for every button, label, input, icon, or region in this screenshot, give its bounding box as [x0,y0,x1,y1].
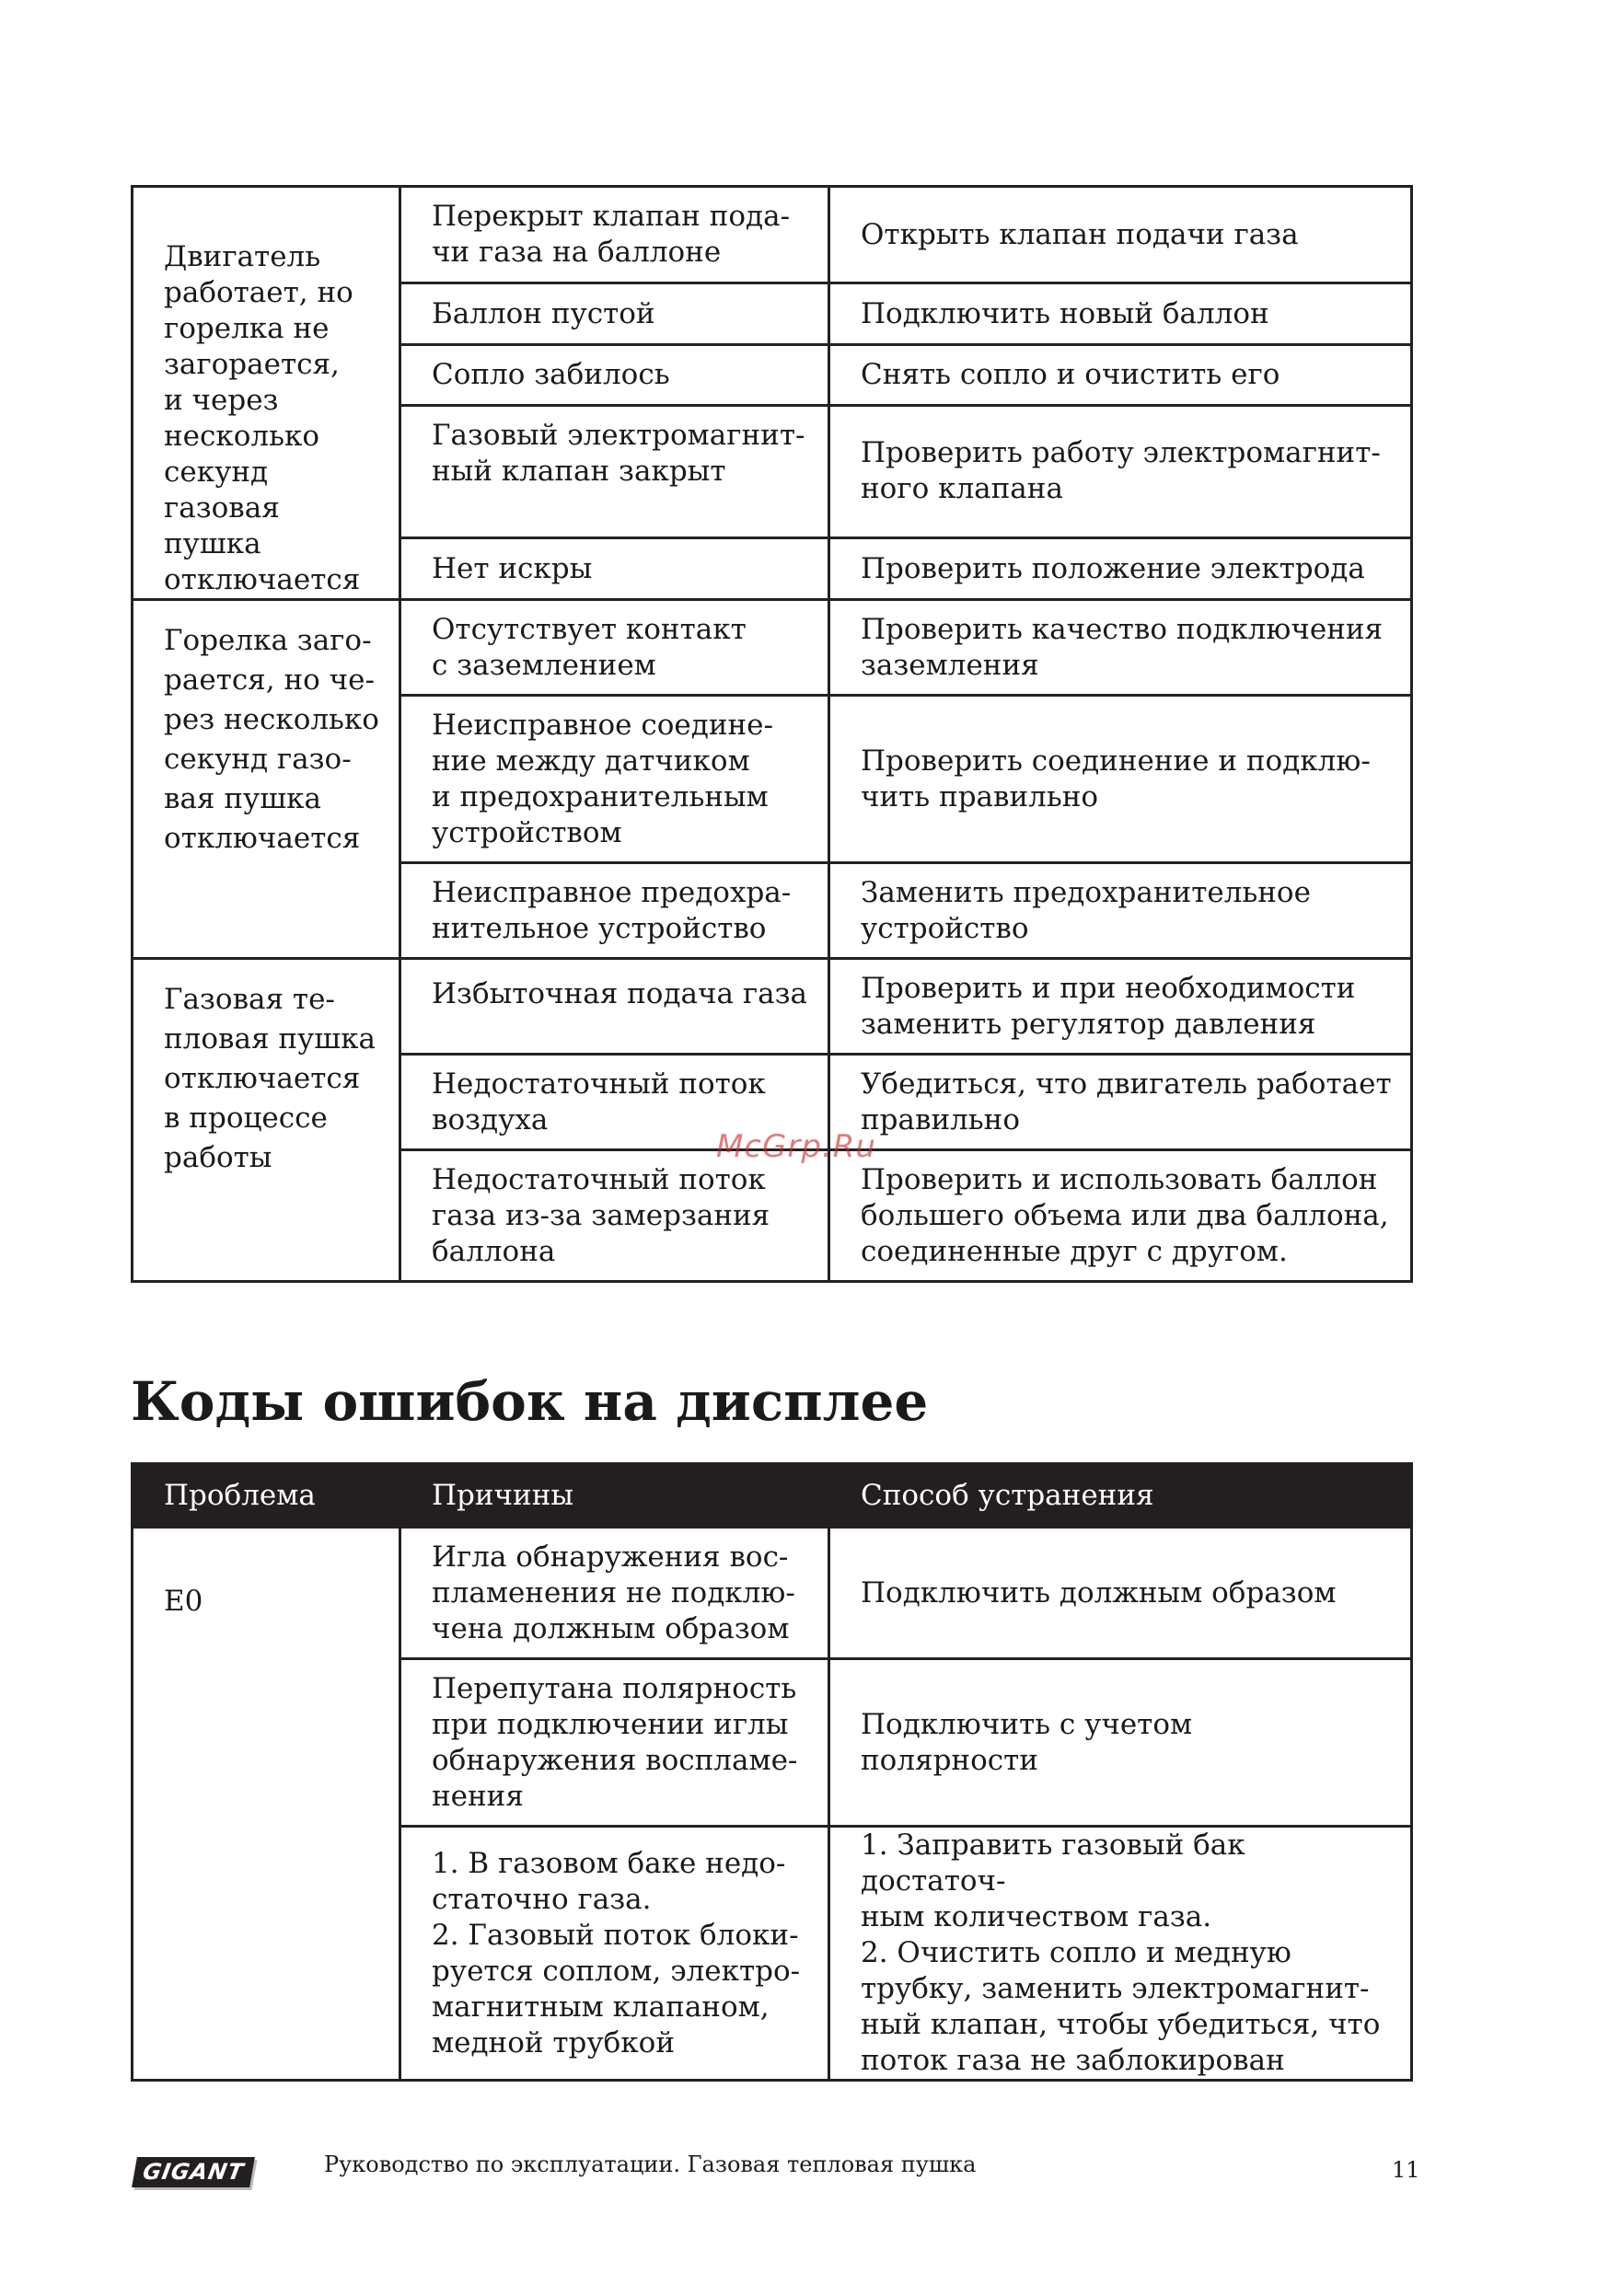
troubleshooting-table [131,185,1413,1283]
solution-cell: Открыть клапан подачи газа [829,187,1412,283]
cause-cell: 1. В газовом баке недо- статочно газа. 2. Газовый поток блоки- руется соплом, электро- магнитным клапаном, медной трубкой [400,1827,829,2081]
solution-cell: Убедиться, что двигатель работает правильно [829,1055,1412,1150]
footer-text: Руководство по эксплуатации. Газовая тепловая пушка [324,2152,977,2177]
cause-cell: Неисправное соедине- ние между датчиком и предохранительным устройством [400,696,829,863]
section-title: Коды ошибок на дисплее [131,1370,929,1433]
solution-cell: Подключить новый баллон [829,283,1412,345]
problem-cell: Горелка заго- рается, но че- рез несколько секунд газо- вая пушка отключается [133,600,400,959]
solution-cell: Проверить положение электрода [829,538,1412,600]
cause-cell: Перекрыт клапан пода- чи газа на баллоне [400,187,829,283]
solution-cell: Проверить соединение и подклю- чить правильно [829,696,1412,863]
problem-cell: Газовая те- пловая пушка отключается в процессе работы [133,959,400,1282]
header-problem: Проблема [133,1464,400,1528]
page-number: 11 [1392,2157,1420,2183]
solution-cell: Подключить должным образом [829,1528,1412,1659]
cause-cell: Сопло забилось [400,344,829,405]
cause-cell: Перепутана полярность при подключении иглы обнаружения воспламе- нения [400,1659,829,1827]
solution-cell: Подключить с учетом полярности [829,1659,1412,1827]
cause-cell: Нет искры [400,538,829,600]
problem-cell: Двигатель работает, но горелка не загорается, и через несколько секунд газовая пушка отключается [133,187,400,600]
header-causes: Причины [400,1464,829,1528]
solution-cell: Проверить и при необходимости заменить регулятор давления [829,959,1412,1055]
error-code-cell [133,1528,400,2081]
solution-cell: Заменить предохранительное устройство [829,863,1412,959]
watermark: McGrp.Ru [716,1128,876,1165]
cause-cell: Избыточная подача газа [400,959,829,1055]
cause-cell: Недостаточный поток воздуха [400,1055,829,1150]
error-codes-table [131,1462,1413,2082]
solution-cell: Проверить и использовать баллон большего объема или два баллона, соединенные друг с другом. [829,1150,1412,1282]
cause-cell: Отсутствует контакт с заземлением [400,600,829,696]
error-code: E0 [164,1585,203,1618]
cause-cell: Газовый электромагнит- ный клапан закрыт [400,405,829,538]
header-solution: Способ устранения [829,1464,1412,1528]
solution-cell: Снять сопло и очистить его [829,344,1412,405]
cause-cell: Недостаточный поток газа из-за замерзания баллона [400,1150,829,1282]
solution-cell: Проверить качество подключения заземления [829,600,1412,696]
cause-cell: Игла обнаружения вос- пламенения не подклю- чена должным образом [400,1528,829,1659]
solution-cell: Проверить работу электромагнит- ного клапана [829,405,1412,538]
solution-cell: 1. Заправить газовый бак достаточ- ным количеством газа. 2. Очистить сопло и медную трубку, заменить электромагнит- ный клапан, чтобы убедиться, что поток газа не заблокирован [829,1827,1412,2081]
gigant-logo: GIGANT [132,2157,255,2187]
cause-cell: Баллон пустой [400,283,829,345]
cause-cell: Неисправное предохра- нительное устройство [400,863,829,959]
